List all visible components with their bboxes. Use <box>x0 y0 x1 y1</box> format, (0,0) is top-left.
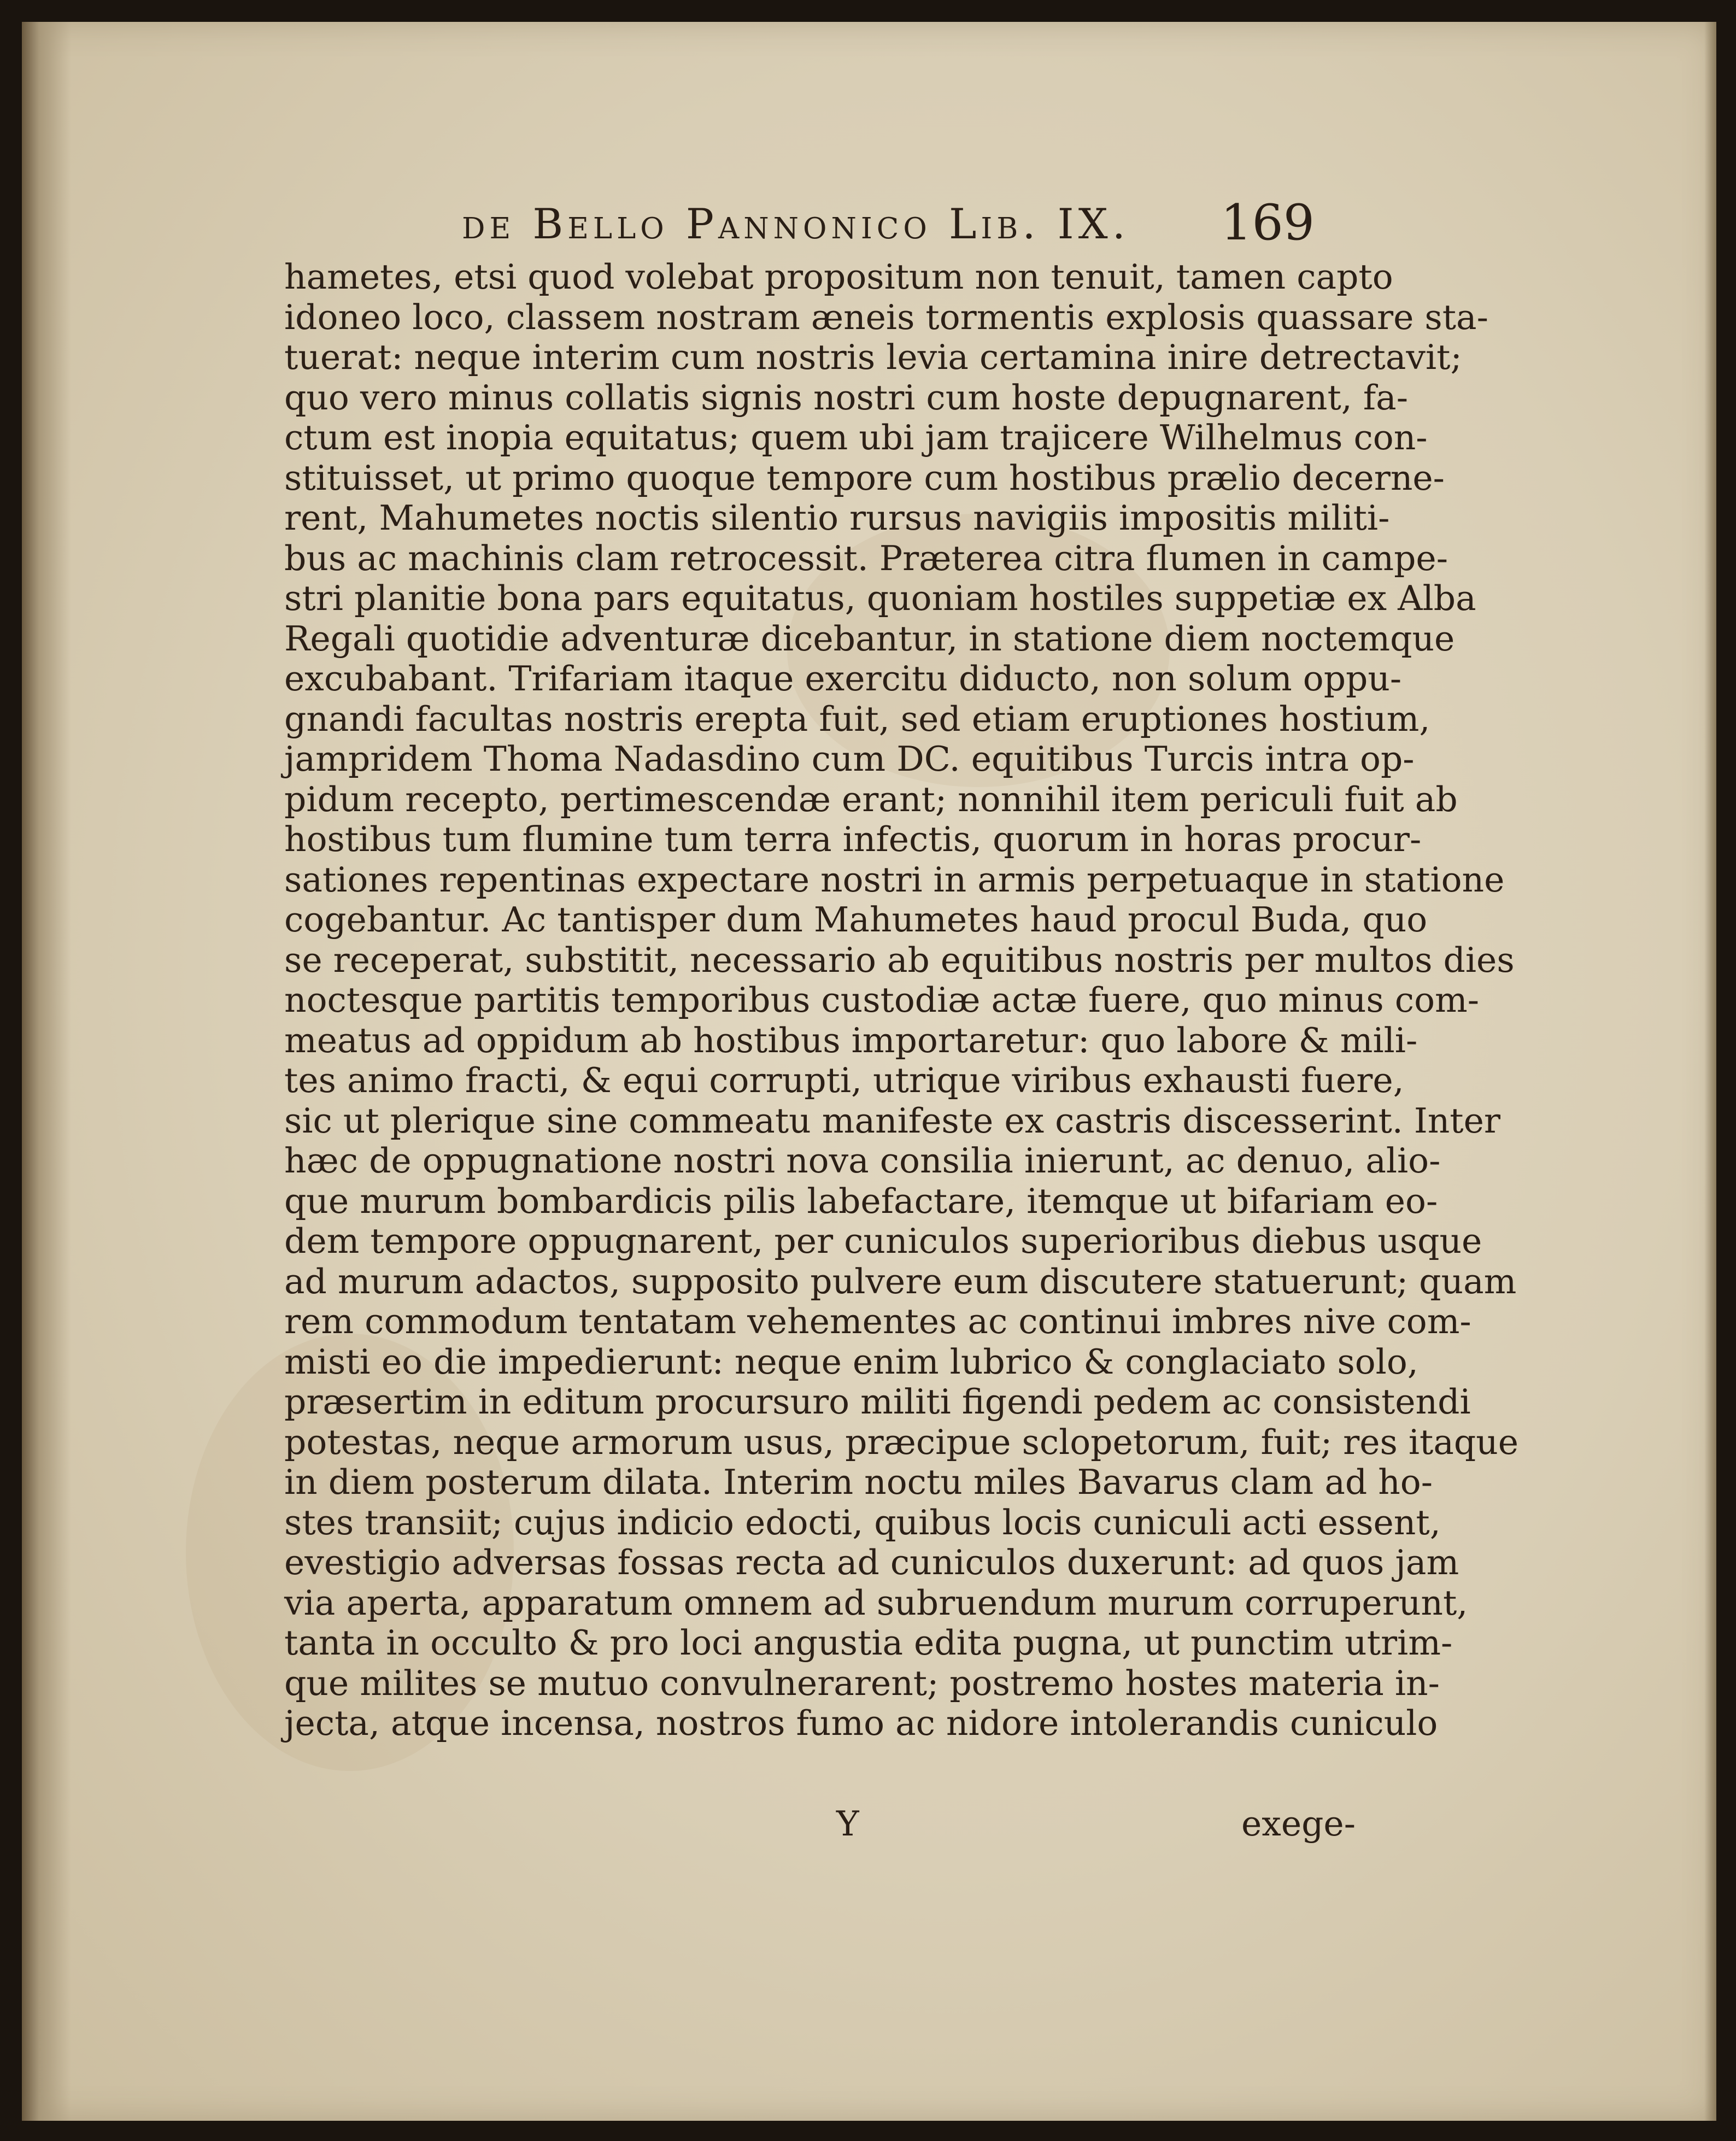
text-line: via aperta, apparatum omnem ad subruendum murum corruperunt, <box>284 1582 1468 1623</box>
text-line: Regali quotidie adventuræ dicebantur, in statione diem noctemque <box>284 618 1455 659</box>
text-line: tanta in occulto & pro loci angustia edita pugna, ut punctim utrim- <box>284 1623 1453 1663</box>
text-line: tes animo fracti, & equi corrupti, utrique viribus exhausti fuere, <box>284 1060 1404 1100</box>
text-line: hæc de oppugnatione nostri nova consilia inierunt, ac denuo, alio- <box>284 1141 1441 1181</box>
page-footer <box>284 1804 1356 1847</box>
text-line: potestas, neque armorum usus, præcipue sclopetorum, fuit; res itaque <box>284 1422 1519 1462</box>
text-line: que milites se mutuo convulnerarent; postremo hostes materia in- <box>284 1663 1440 1703</box>
text-line: excubabant. Trifariam itaque exercitu diducto, non solum oppu- <box>284 659 1402 699</box>
text-line: stes transiit; cujus indicio edocti, quibus locis cuniculi acti essent, <box>284 1502 1441 1542</box>
binding-gutter <box>22 22 71 2121</box>
running-header <box>462 189 1315 249</box>
text-line: hostibus tum flumine tum terra infectis, quorum in horas procur- <box>284 819 1422 859</box>
text-line: pidum recepto, pertimescendæ erant; nonnihil item periculi fuit ab <box>284 779 1458 819</box>
text-line: sic ut plerique sine commeatu manifeste ex castris discesserint. Inter <box>284 1100 1500 1141</box>
text-line: se receperat, substitit, necessario ab equitibus nostris per multos dies <box>284 940 1515 980</box>
text-line: rent, Mahumetes noctis silentio rursus navigiis impositis militi- <box>284 498 1390 538</box>
text-line: jampridem Thoma Nadasdino cum DC. equitibus Turcis intra op- <box>284 739 1415 779</box>
signature-mark: Y <box>836 1804 859 1844</box>
text-line: evestigio adversas fossas recta ad cuniculos duxerunt: ad quos jam <box>284 1542 1459 1582</box>
text-line: misti eo die impedierunt: neque enim lubrico & conglaciato solo, <box>284 1341 1418 1382</box>
running-title: de Bello Pannonico Lib. IX. <box>462 200 1130 248</box>
text-line: bus ac machinis clam retrocessit. Præterea citra flumen in campe- <box>284 538 1448 578</box>
text-line: jecta, atque incensa, nostros fumo ac nidore intolerandis cuniculo <box>284 1703 1438 1743</box>
text-line: præsertim in editum procursuro militi figendi pedem ac consistendi <box>284 1382 1471 1422</box>
text-line: stri planitie bona pars equitatus, quoniam hostiles suppetiæ ex Alba <box>284 578 1476 618</box>
text-line: dem tempore oppugnarent, per cuniculos superioribus diebus usque <box>284 1221 1482 1261</box>
text-line: gnandi facultas nostris erepta fuit, sed etiam eruptiones hostium, <box>284 699 1430 739</box>
text-line: ctum est inopia equitatus; quem ubi jam trajicere Wilhelmus con- <box>284 418 1428 457</box>
text-line: cogebantur. Ac tantisper dum Mahumetes haud procul Buda, quo <box>284 900 1428 940</box>
body-text <box>284 257 1519 1744</box>
text-line: idoneo loco, classem nostram æneis tormentis explosis quassare sta- <box>284 297 1488 337</box>
text-line: rem commodum tentatam vehementes ac continui imbres nive com- <box>284 1301 1471 1341</box>
text-line: quo vero minus collatis signis nostri cum hoste depugnarent, fa- <box>284 377 1408 418</box>
text-line: hametes, etsi quod volebat propositum non tenuit, tamen capto <box>284 257 1393 297</box>
page-edge <box>1704 22 1716 2121</box>
text-line: sationes repentinas expectare nostri in armis perpetuaque in statione <box>284 859 1505 900</box>
text-line: meatus ad oppidum ab hostibus importaretur: quo labore & mili- <box>284 1020 1418 1060</box>
text-line: tuerat: neque interim cum nostris levia certamina inire detrectavit; <box>284 337 1462 377</box>
catchword: exege- <box>1241 1804 1356 1844</box>
text-line: que murum bombardicis pilis labefactare, itemque ut bifariam eo- <box>284 1181 1438 1221</box>
text-line: ad murum adactos, supposito pulvere eum discutere statuerunt; quam <box>284 1261 1517 1301</box>
text-line: stituisset, ut primo quoque tempore cum hostibus prælio decerne- <box>284 457 1445 498</box>
text-line: in diem posterum dilata. Interim noctu miles Bavarus clam ad ho- <box>284 1462 1433 1502</box>
page-number: 169 <box>1221 194 1315 251</box>
text-line: noctesque partitis temporibus custodiæ actæ fuere, quo minus com- <box>284 980 1480 1020</box>
